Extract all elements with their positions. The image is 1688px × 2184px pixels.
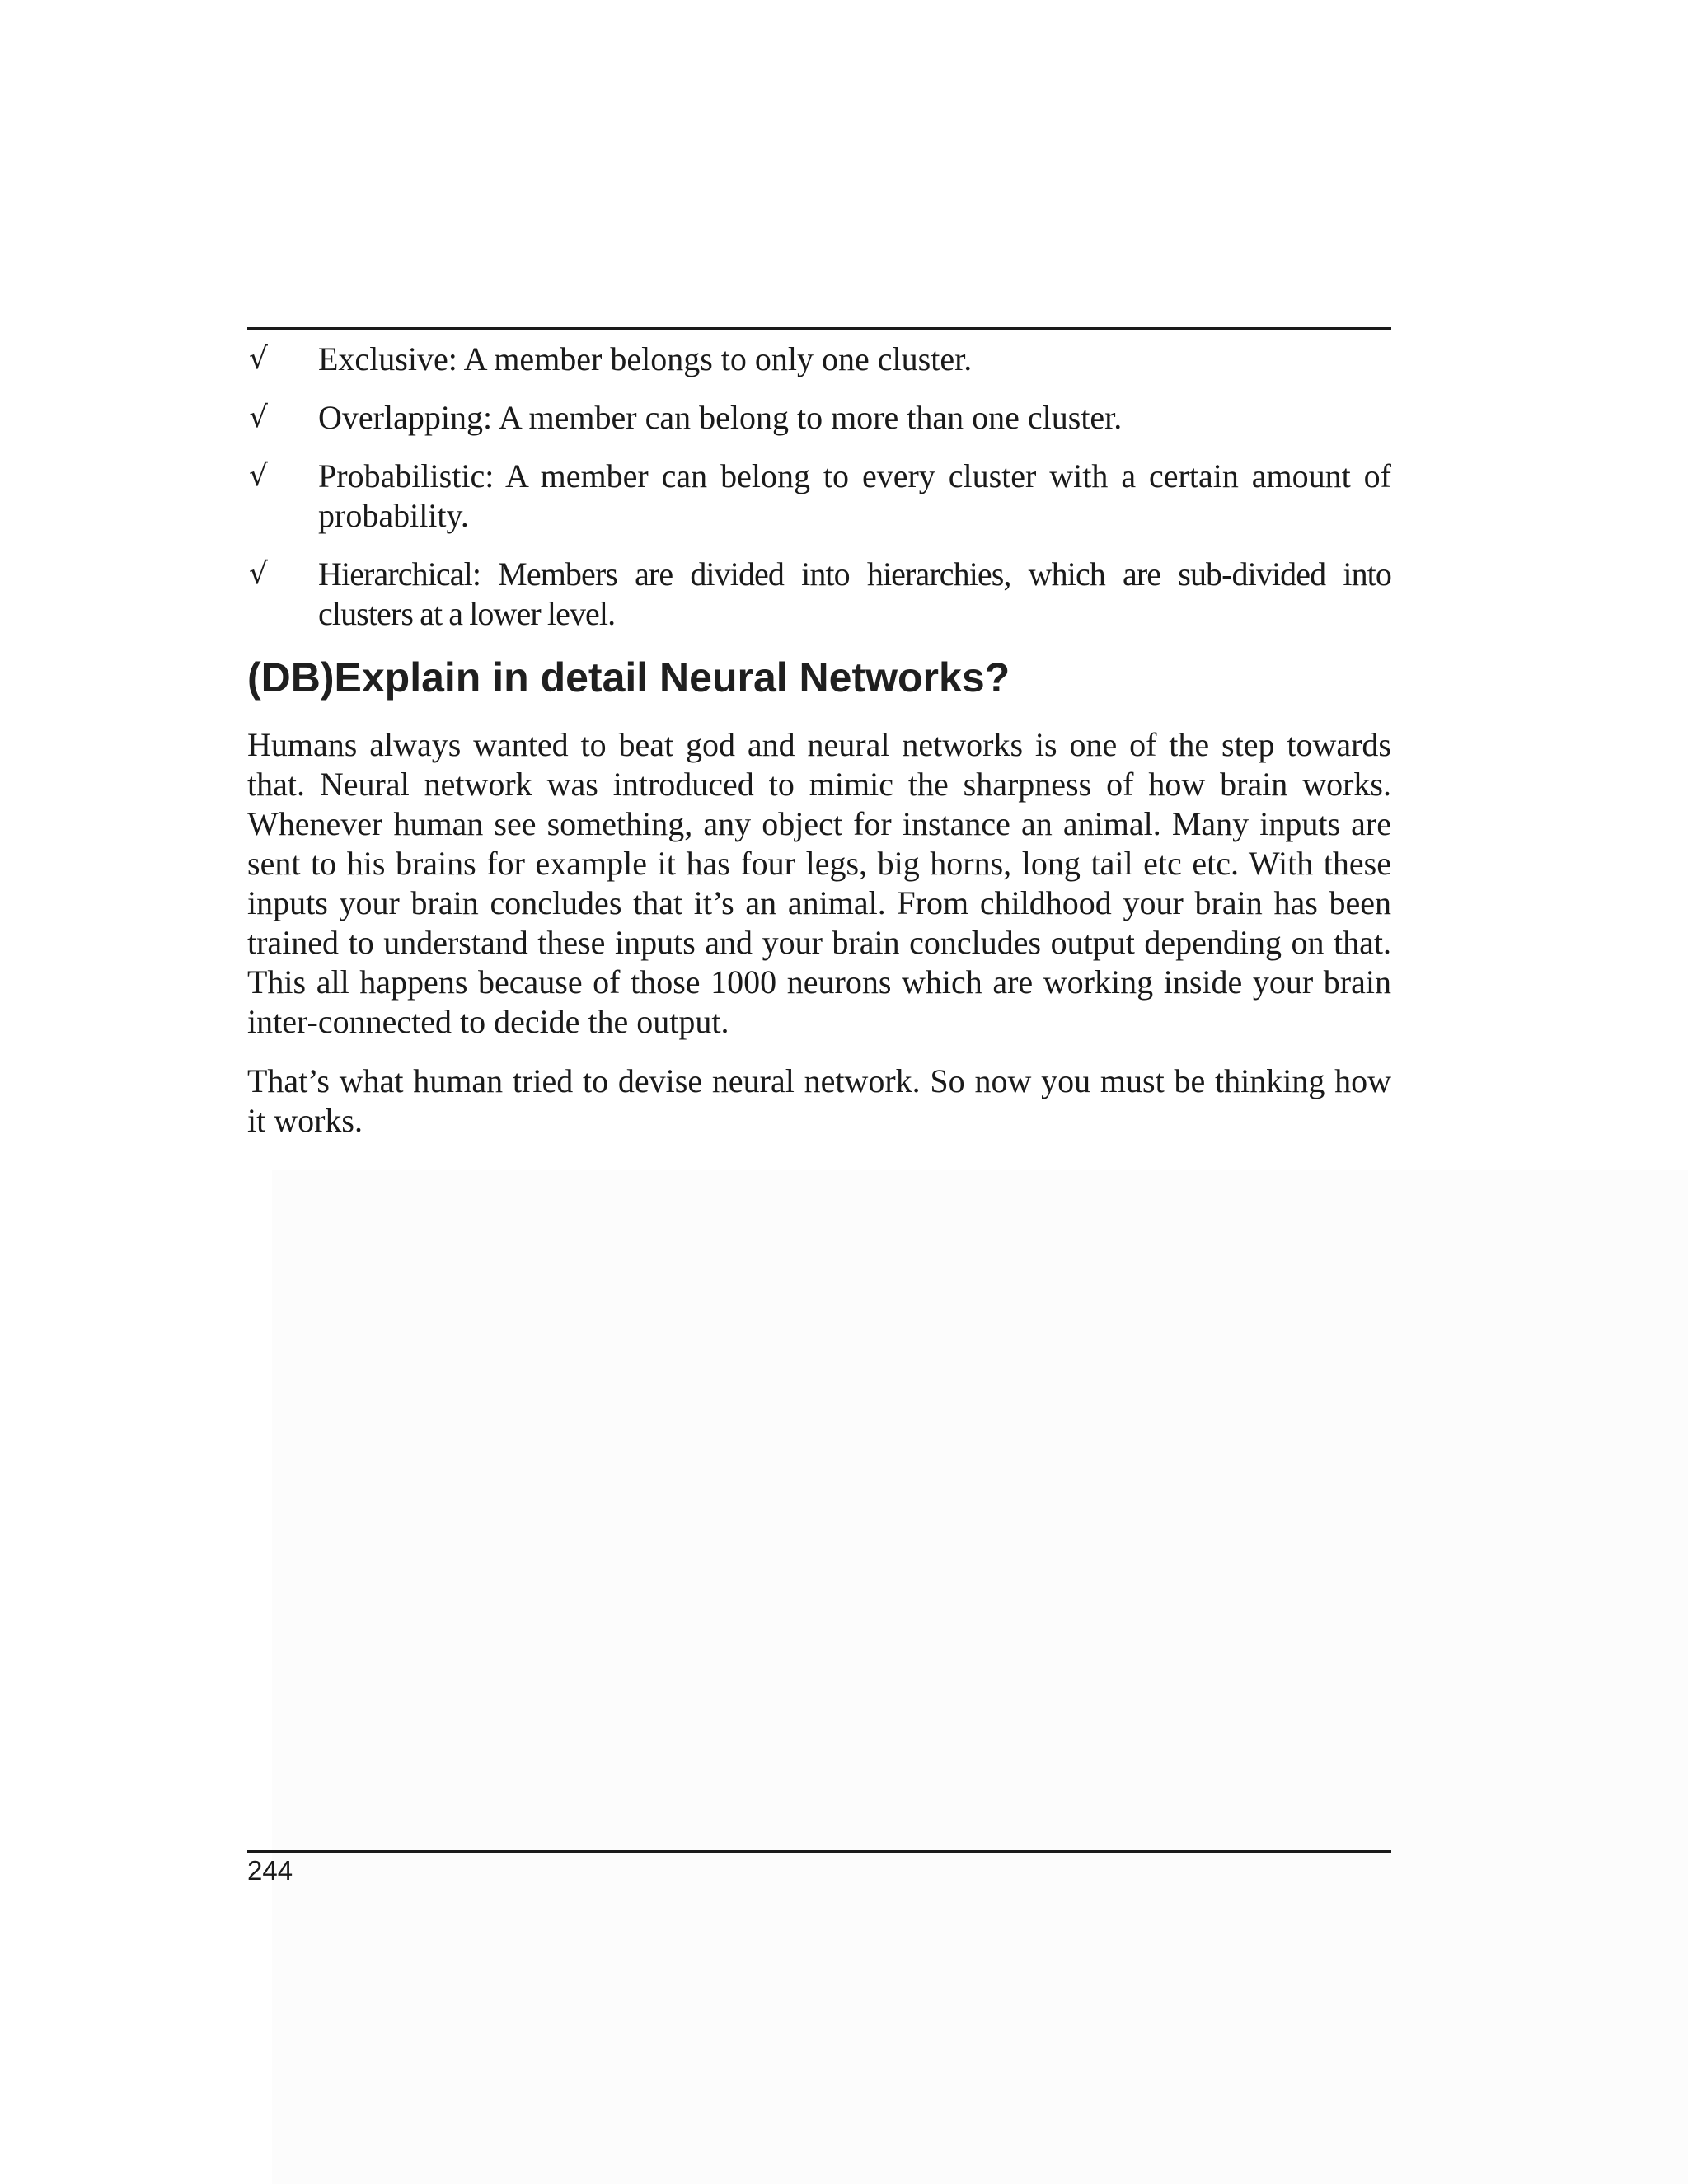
list-item: [247, 457, 1391, 536]
list-item-text: Exclusive: A member belongs to only one cluster.: [318, 340, 973, 377]
list-item: [247, 398, 1391, 438]
header-rule: [247, 327, 1391, 330]
list-item: [247, 555, 1391, 634]
body-paragraph: Humans always wanted to beat god and neural networks is one of the step towards that. Neural network was introduced to mimic the sharpness of how brain works. Whenever human see something, any object for instance an animal. Many inputs are sent to his brains for example it has four legs, big horns, long tail etc etc. With these inputs your brain concludes that it’s an animal. From childhood your brain has been trained to understand these inputs and your brain concludes output depending on that. This all happens because of those 1000 neurons which are working inside your brain inter-connected to decide the output.: [247, 726, 1391, 1040]
footer-rule: [247, 1850, 1391, 1853]
check-mark-icon: √: [249, 459, 268, 493]
section-heading: (DB)Explain in detail Neural Networks?: [247, 654, 1010, 701]
check-mark-icon: √: [249, 401, 268, 434]
cluster-type-list: [247, 340, 1391, 634]
list-item-text: Overlapping: A member can belong to more than one cluster.: [318, 399, 1123, 436]
list-item-text: Probabilistic: A member can belong to every cluster with a certain amount of probability.: [318, 457, 1391, 534]
list-item: [247, 340, 1391, 379]
list-item-text: Hierarchical: Members are divided into hierarchies, which are sub-divided into clusters at a lower level.: [318, 555, 1391, 632]
body-paragraph: That’s what human tried to devise neural network. So now you must be thinking how it works.: [247, 1062, 1391, 1139]
check-mark-icon: √: [249, 557, 268, 591]
page-number: 244: [247, 1855, 293, 1886]
check-mark-icon: √: [249, 342, 268, 376]
page-content: [247, 340, 1391, 1141]
page-background: [272, 1170, 1688, 2184]
